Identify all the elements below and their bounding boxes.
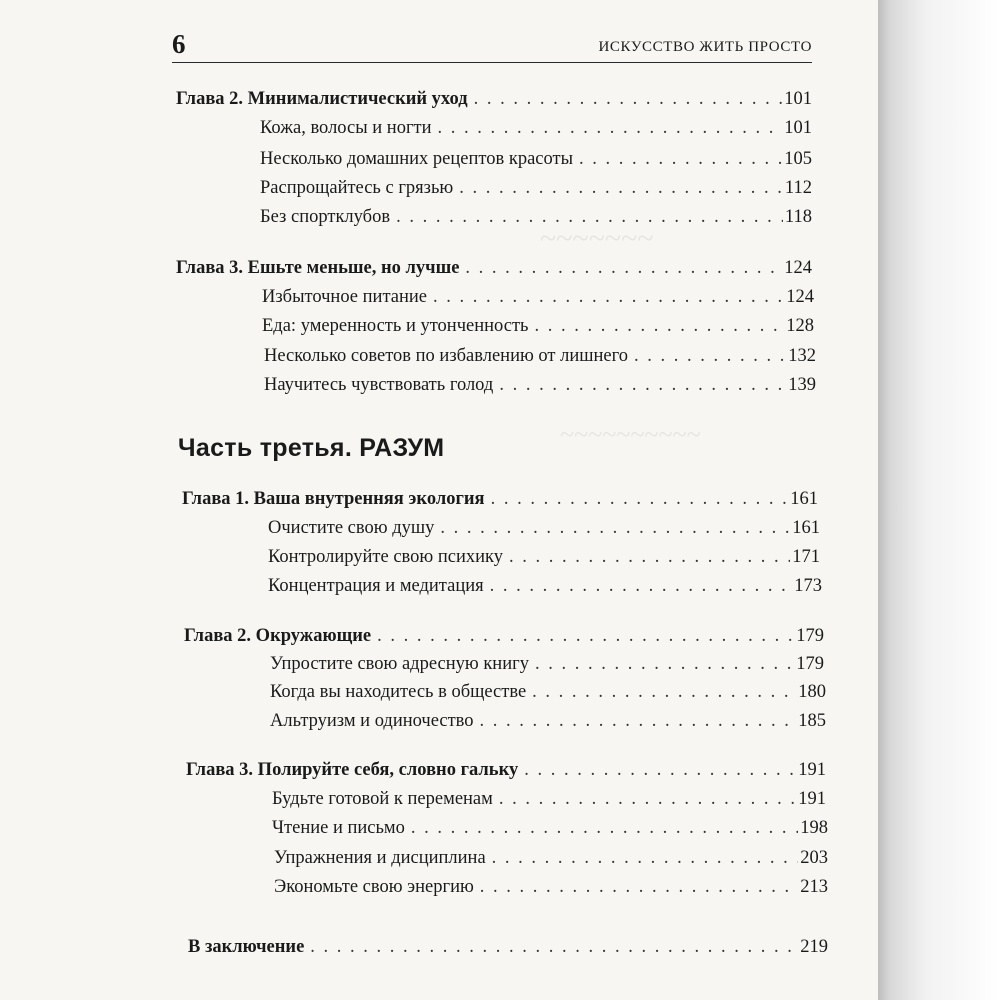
leader-dots bbox=[492, 846, 799, 870]
leader-dots bbox=[535, 652, 794, 676]
toc-entry-title: Распрощайтесь с грязью bbox=[260, 178, 454, 198]
toc-entry-page: 132 bbox=[788, 346, 816, 366]
leader-dots bbox=[524, 758, 796, 782]
toc-entry-page: 101 bbox=[784, 118, 812, 138]
toc-section-entry[interactable] bbox=[268, 516, 820, 540]
toc-entry-page: 171 bbox=[792, 547, 820, 567]
leader-dots bbox=[459, 176, 783, 200]
toc-conclusion-entry[interactable] bbox=[188, 935, 828, 959]
toc-entry-title: Без спортклубов bbox=[260, 207, 391, 227]
toc-entry-title: Глава 1. Ваша внутренняя экология bbox=[182, 489, 485, 509]
leader-dots bbox=[499, 787, 796, 811]
toc-chapter-entry[interactable] bbox=[184, 624, 824, 648]
leader-dots bbox=[396, 205, 783, 229]
toc-chapter-entry[interactable] bbox=[186, 758, 826, 782]
toc-entry-page: 213 bbox=[800, 877, 828, 897]
toc-entry-page: 128 bbox=[786, 316, 814, 336]
page-header bbox=[172, 28, 812, 63]
toc-entry-title: Упражнения и дисциплина bbox=[274, 848, 486, 868]
toc-entry-page: 105 bbox=[784, 149, 812, 169]
leader-dots bbox=[491, 487, 789, 511]
bleed-through-text: ~~~~~~~ bbox=[540, 222, 654, 255]
toc-entry-title: Когда вы находитесь в обществе bbox=[270, 682, 527, 702]
toc-section-entry[interactable] bbox=[264, 373, 816, 397]
page-gutter-shadow bbox=[878, 0, 1000, 1000]
toc-section-entry[interactable] bbox=[262, 314, 814, 338]
leader-dots bbox=[509, 545, 790, 569]
leader-dots bbox=[499, 373, 786, 397]
toc-entry-page: 179 bbox=[796, 654, 824, 674]
toc-entry-page: 173 bbox=[794, 576, 822, 596]
toc-entry-title: Концентрация и медитация bbox=[268, 576, 484, 596]
leader-dots bbox=[490, 574, 793, 598]
leader-dots bbox=[534, 314, 784, 338]
toc-entry-title: Будьте готовой к переменам bbox=[272, 789, 493, 809]
toc-entry-page: 179 bbox=[796, 626, 824, 646]
toc-section-entry[interactable] bbox=[268, 545, 820, 569]
toc-entry-page: 191 bbox=[798, 760, 826, 780]
toc-entry-title: Экономьте свою энергию bbox=[274, 877, 474, 897]
toc-chapter-entry[interactable] bbox=[182, 487, 818, 511]
toc-entry-page: 180 bbox=[798, 682, 826, 702]
toc-entry-title: Чтение и письмо bbox=[272, 818, 405, 838]
part-title: Часть третья. РАЗУМ bbox=[178, 434, 445, 462]
toc-section-entry[interactable] bbox=[272, 816, 828, 840]
toc-section-entry[interactable] bbox=[260, 147, 812, 171]
leader-dots bbox=[438, 116, 783, 140]
toc-entry-title: Кожа, волосы и ногти bbox=[260, 118, 432, 138]
toc-entry-page: 112 bbox=[784, 178, 812, 198]
leader-dots bbox=[474, 87, 783, 111]
toc-entry-title: Глава 3. Полируйте себя, словно гальку bbox=[186, 760, 519, 780]
toc-entry-title: Упростите свою адресную книгу bbox=[270, 654, 529, 674]
toc-entry-page: 118 bbox=[784, 207, 812, 227]
toc-section-entry[interactable] bbox=[260, 205, 812, 229]
toc-entry-page: 198 bbox=[800, 818, 828, 838]
toc-section-entry[interactable] bbox=[268, 574, 822, 598]
leader-dots bbox=[440, 516, 790, 540]
running-title: ИСКУССТВО ЖИТЬ ПРОСТО bbox=[598, 39, 812, 55]
toc-entry-title: Избыточное питание bbox=[262, 287, 427, 307]
toc-entry-title: Несколько советов по избавлению от лишнего bbox=[264, 346, 629, 366]
toc-section-entry[interactable] bbox=[264, 344, 816, 368]
toc-section-entry[interactable] bbox=[260, 116, 812, 140]
toc-entry-page: 185 bbox=[798, 711, 826, 731]
leader-dots bbox=[377, 624, 794, 648]
toc-section-entry[interactable] bbox=[272, 787, 826, 811]
toc-entry-page: 203 bbox=[800, 848, 828, 868]
toc-entry-title: Научитесь чувствовать голод bbox=[264, 375, 494, 395]
leader-dots bbox=[465, 256, 782, 280]
toc-section-entry[interactable] bbox=[274, 846, 828, 870]
toc-entry-title: Контролируйте свою психику bbox=[268, 547, 503, 567]
leader-dots bbox=[480, 875, 798, 899]
toc-section-entry[interactable] bbox=[270, 652, 824, 676]
leader-dots bbox=[433, 285, 784, 309]
toc-entry-title: Глава 3. Ешьте меньше, но лучше bbox=[176, 258, 460, 278]
toc-entry-title: Еда: умеренность и утонченность bbox=[262, 316, 529, 336]
toc-entry-title: Глава 2. Минималистический уход bbox=[176, 89, 468, 109]
toc-entry-page: 124 bbox=[784, 258, 812, 278]
leader-dots bbox=[480, 709, 797, 733]
leader-dots bbox=[411, 816, 798, 840]
leader-dots bbox=[634, 344, 786, 368]
toc-entry-page: 101 bbox=[784, 89, 812, 109]
leader-dots bbox=[310, 935, 798, 959]
toc-entry-title: В заключение bbox=[188, 937, 305, 957]
toc-entry-page: 219 bbox=[800, 937, 828, 957]
toc-entry-page: 139 bbox=[788, 375, 816, 395]
page-number: 6 bbox=[172, 29, 186, 59]
toc-section-entry[interactable] bbox=[262, 285, 814, 309]
toc-entry-title: Глава 2. Окружающие bbox=[184, 626, 372, 646]
toc-entry-title: Альтруизм и одиночество bbox=[270, 711, 474, 731]
leader-dots bbox=[579, 147, 782, 171]
toc-section-entry[interactable] bbox=[270, 709, 826, 733]
toc-section-entry[interactable] bbox=[274, 875, 828, 899]
toc-chapter-entry[interactable] bbox=[176, 87, 812, 111]
leader-dots bbox=[532, 680, 796, 704]
toc-entry-title: Очистите свою душу bbox=[268, 518, 435, 538]
toc-entry-title: Несколько домашних рецептов красоты bbox=[260, 149, 574, 169]
toc-entry-page: 161 bbox=[790, 489, 818, 509]
toc-section-entry[interactable] bbox=[270, 680, 826, 704]
toc-entry-page: 161 bbox=[792, 518, 820, 538]
bleed-through-text: ~~~~~~~~~~ bbox=[560, 420, 701, 449]
toc-entry-page: 191 bbox=[798, 789, 826, 809]
toc-section-entry[interactable] bbox=[260, 176, 812, 200]
toc-entry-page: 124 bbox=[786, 287, 814, 307]
toc-chapter-entry[interactable] bbox=[176, 256, 812, 280]
